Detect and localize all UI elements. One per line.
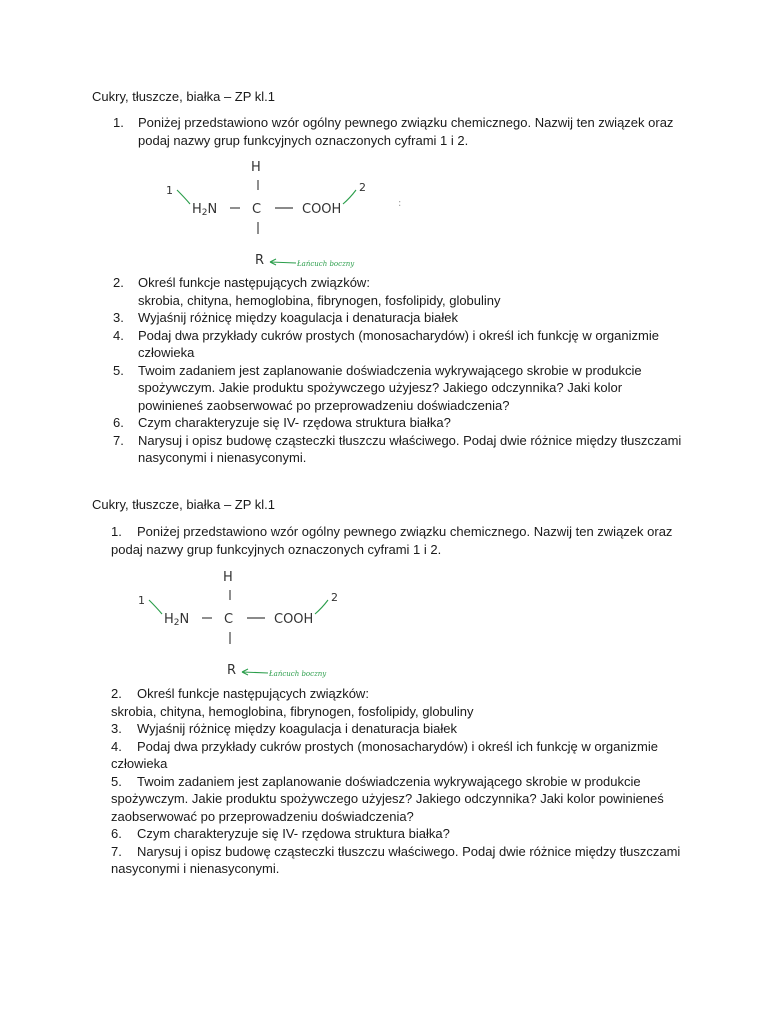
question-2 [111,685,691,720]
atom-h: H [223,570,233,585]
question-5 [92,362,682,415]
atom-h: H [251,160,261,175]
group-cooh: COOH [274,612,314,627]
label-1: 1 [166,184,173,197]
question-text-line: człowieka [138,345,195,360]
atom-c: C [224,612,234,627]
question-number: 6. [111,826,122,841]
question-text-line: nasyconymi i nienasyconymi. [111,861,280,876]
arrow-2-icon [315,600,328,614]
question-1 [111,523,691,558]
question-3 [92,309,682,327]
question-text-line: skrobia, chityna, hemoglobina, fibrynogen, fosfolipidy, globuliny [111,703,474,719]
question-6 [111,825,691,843]
atom-r: R [255,253,265,268]
question-list-1 [111,523,691,558]
question-text-line: Poniżej przedstawiono wzór ogólny pewnego związku chemicznego. Nazwij ten związek oraz [137,524,673,539]
question-6 [92,414,682,432]
question-5 [111,773,691,826]
worksheet-title: Cukry, tłuszcze, białka – ZP kl.1 [92,497,276,512]
question-text-line: skrobia, chityna, hemoglobina, fibrynogen, fosfolipidy, globuliny [138,292,501,308]
question-text-line: Narysuj i opisz budowę cząsteczki tłuszczu właściwego. Podaj dwie różnice między tłuszczami [138,432,682,448]
structural-formula-drawing [150,156,420,276]
label-1: 1 [138,594,145,607]
arrow-r-icon [242,672,268,673]
label-2: 2 [359,181,366,194]
question-number: 3. [113,310,124,325]
question-text-line: podaj nazwy grup funkcyjnych oznaczonych cyframi 1 i 2. [138,132,469,148]
question-number: 5. [113,362,124,378]
question-text-line: spożywczym. Jakie produktu spożywczego użyjesz? Jakiego odczynnika? Jaki kolor powinieneś [111,791,664,806]
question-number: 7. [111,843,122,859]
question-text-line: Twoim zadaniem jest zaplanowanie doświadczenia wykrywającego skrobie w produkcie [138,362,642,378]
question-text-line: Wyjaśnij różnicę między koagulacja i denaturacja białek [138,310,458,325]
question-text-line: Wyjaśnij różnicę między koagulacja i denaturacja białek [137,721,457,736]
atom-c: C [252,202,262,217]
question-number: 5. [111,773,122,789]
question-text-line: podaj nazwy grup funkcyjnych oznaczonych cyframi 1 i 2. [111,541,442,557]
question-number: 1. [113,115,124,130]
question-number: 4. [111,738,122,754]
question-text-line: Twoim zadaniem jest zaplanowanie doświadczenia wykrywającego skrobie w produkcie [137,773,641,789]
question-4 [92,327,682,362]
side-chain-annotation: Łańcuch boczny [297,260,355,268]
question-number: 3. [111,721,122,736]
worksheet-title: Cukry, tłuszcze, białka – ZP kl.1 [92,89,276,104]
question-4 [111,738,691,773]
arrow-r-icon [270,262,296,263]
question-number: 2. [113,275,124,290]
amino-acid-formula-figure [150,156,420,276]
question-number: 1. [111,524,122,539]
question-text-line: człowieka [111,756,168,771]
question-text-line: zaobserwować po przeprowadzeniu doświadczenia? [111,808,414,824]
question-text-line: Określ funkcje następujących związków: [137,686,369,701]
arrow-2-icon [343,190,356,204]
question-list-1 [92,114,682,149]
question-text-line: powinieneś zaobserwować po przeprowadzeniu doświadczenia? [138,397,510,413]
group-cooh: COOH [302,202,342,217]
question-1 [92,114,682,149]
side-chain-annotation: Łańcuch boczny [269,670,327,678]
arrow-1-icon [149,600,162,614]
structural-formula-drawing [122,566,392,686]
svg-text::: : [398,198,402,209]
question-7 [92,432,682,467]
question-2 [92,274,682,309]
group-nh2: H2N [192,202,218,218]
question-text-line: Narysuj i opisz budowę cząsteczki tłuszczu właściwego. Podaj dwie różnice między tłuszczami [137,843,681,859]
question-7 [111,843,691,878]
question-text-line: Czym charakteryzuje się IV- rzędowa struktura białka? [137,826,450,841]
question-number: 4. [113,327,124,343]
group-nh2: H2N [164,612,190,628]
question-number: 6. [113,415,124,430]
amino-acid-formula-figure [122,566,392,686]
question-3 [111,720,691,738]
question-text-line: Podaj dwa przykłady cukrów prostych (monosacharydów) i określ ich funkcję w organizmie [137,738,658,754]
question-number: 2. [111,686,122,701]
question-text-line: Podaj dwa przykłady cukrów prostych (monosacharydów) i określ ich funkcję w organizmie [138,327,659,343]
question-text-line: nasyconymi i nienasyconymi. [138,450,307,465]
question-list-2-7 [111,685,691,878]
question-text-line: spożywczym. Jakie produktu spożywczego użyjesz? Jakiego odczynnika? Jaki kolor [138,380,623,395]
question-text-line: Poniżej przedstawiono wzór ogólny pewnego związku chemicznego. Nazwij ten związek oraz [138,115,674,130]
arrow-1-icon [177,190,190,204]
question-text-line: Określ funkcje następujących związków: [138,275,370,290]
atom-r: R [227,663,237,678]
question-number: 7. [113,432,124,448]
question-list-2-7 [92,274,682,467]
question-text-line: Czym charakteryzuje się IV- rzędowa struktura białka? [138,415,451,430]
label-2: 2 [331,591,338,604]
